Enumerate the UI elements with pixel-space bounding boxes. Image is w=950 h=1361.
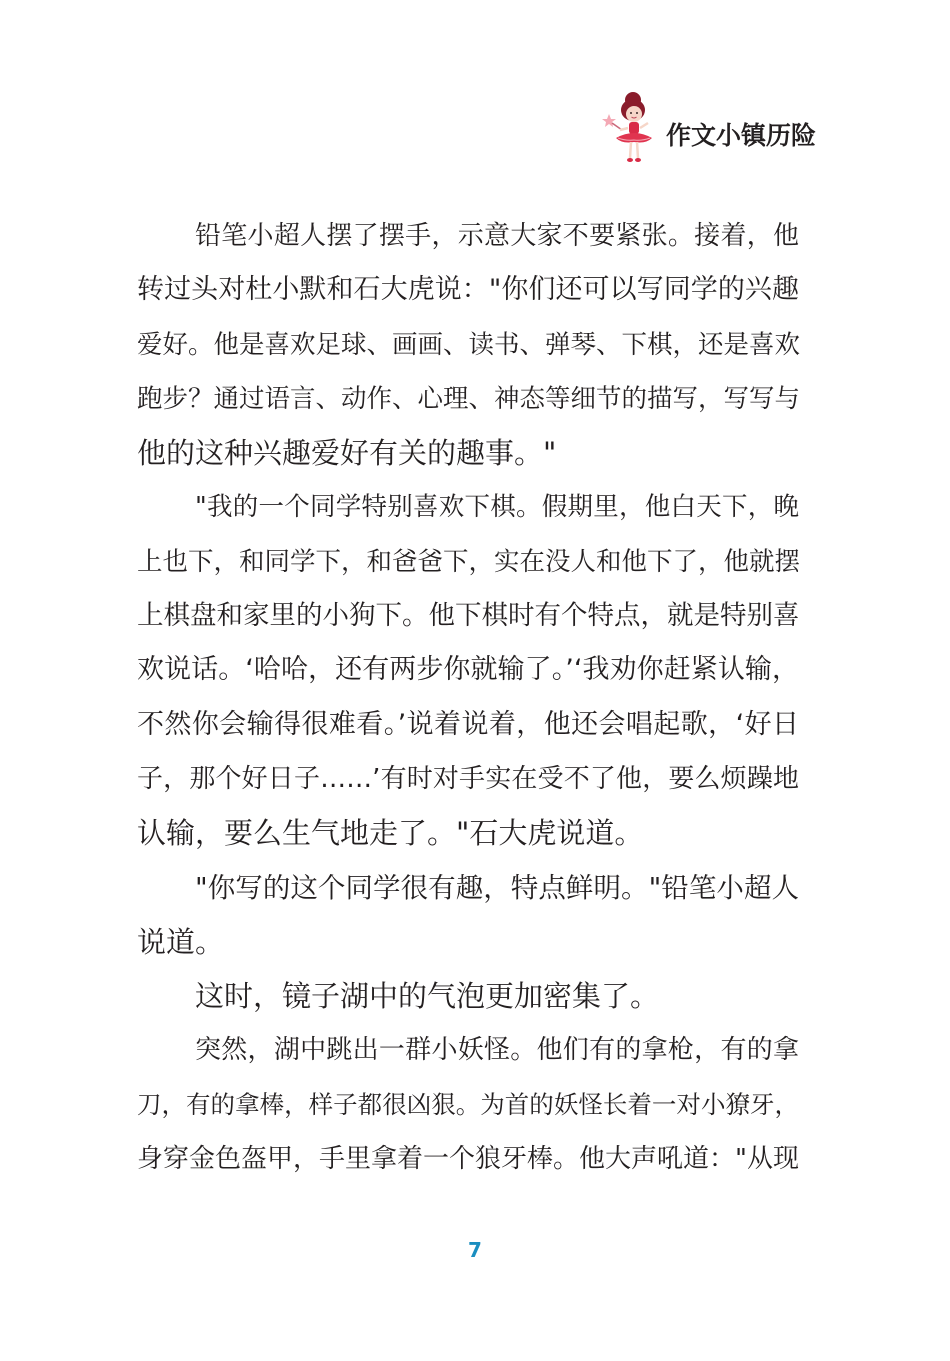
text-line: 跑步？通过语言、动作、心理、神态等细节的描写，写写与 [137, 383, 801, 414]
text-line: 上棋盘和家里的小狗下。他下棋时有个特点，就是特别喜 [137, 600, 800, 632]
text-line: 铅笔小超人摆了摆手，示意大家不要紧张。接着，他 [195, 221, 799, 251]
page-header [600, 90, 830, 170]
text-line: 说道。 [137, 924, 225, 959]
text-line: 突然，湖中跳出一群小妖怪。他们有的拿枪，有的拿 [195, 1035, 799, 1066]
text-line: 爱好。他是喜欢足球、画画、读书、弹琴、下棋，还是喜欢 [137, 329, 801, 360]
text-line: 这时，镜子湖中的气泡更加密集了。 [195, 979, 660, 1014]
text-line: 认输，要么生气地走了。"石大虎说道。 [137, 816, 644, 851]
text-line: "你写的这个同学很有趣，特点鲜明。"铅笔小超人 [195, 871, 799, 904]
text-line: 身穿金色盔甲，手里拿着一个狼牙棒。他大声吼道："从现 [137, 1144, 799, 1175]
text-line: 他的这种兴趣爱好有关的趣事。" [137, 436, 557, 471]
text-line: 转过头对杜小默和石大虎说："你们还可以写同学的兴趣 [137, 274, 799, 306]
text-line: 不然你会输得很难看。’说着说着，他还会唱起歌，‘好日 [137, 708, 799, 740]
text-line: 子，那个好日子……’有时对手实在受不了他，要么烦躁地 [137, 763, 799, 794]
text-line: 欢说话。‘哈哈，还有两步你就输了。’‘我劝你赶紧认输， [137, 654, 799, 686]
ballerina-girl-icon [600, 90, 666, 170]
body-text [137, 214, 799, 1191]
book-title: 作文小镇历险 [666, 121, 817, 150]
text-line: "我的一个同学特别喜欢下棋。假期里，他白天下，晚 [195, 492, 799, 523]
page-number: 7 [468, 1238, 482, 1262]
text-line: 刀，有的拿棒，样子都很凶狠。为首的妖怪长着一对小獠牙， [137, 1089, 799, 1119]
text-line: 上也下，和同学下，和爸爸下，实在没人和他下了，他就摆 [137, 546, 801, 577]
